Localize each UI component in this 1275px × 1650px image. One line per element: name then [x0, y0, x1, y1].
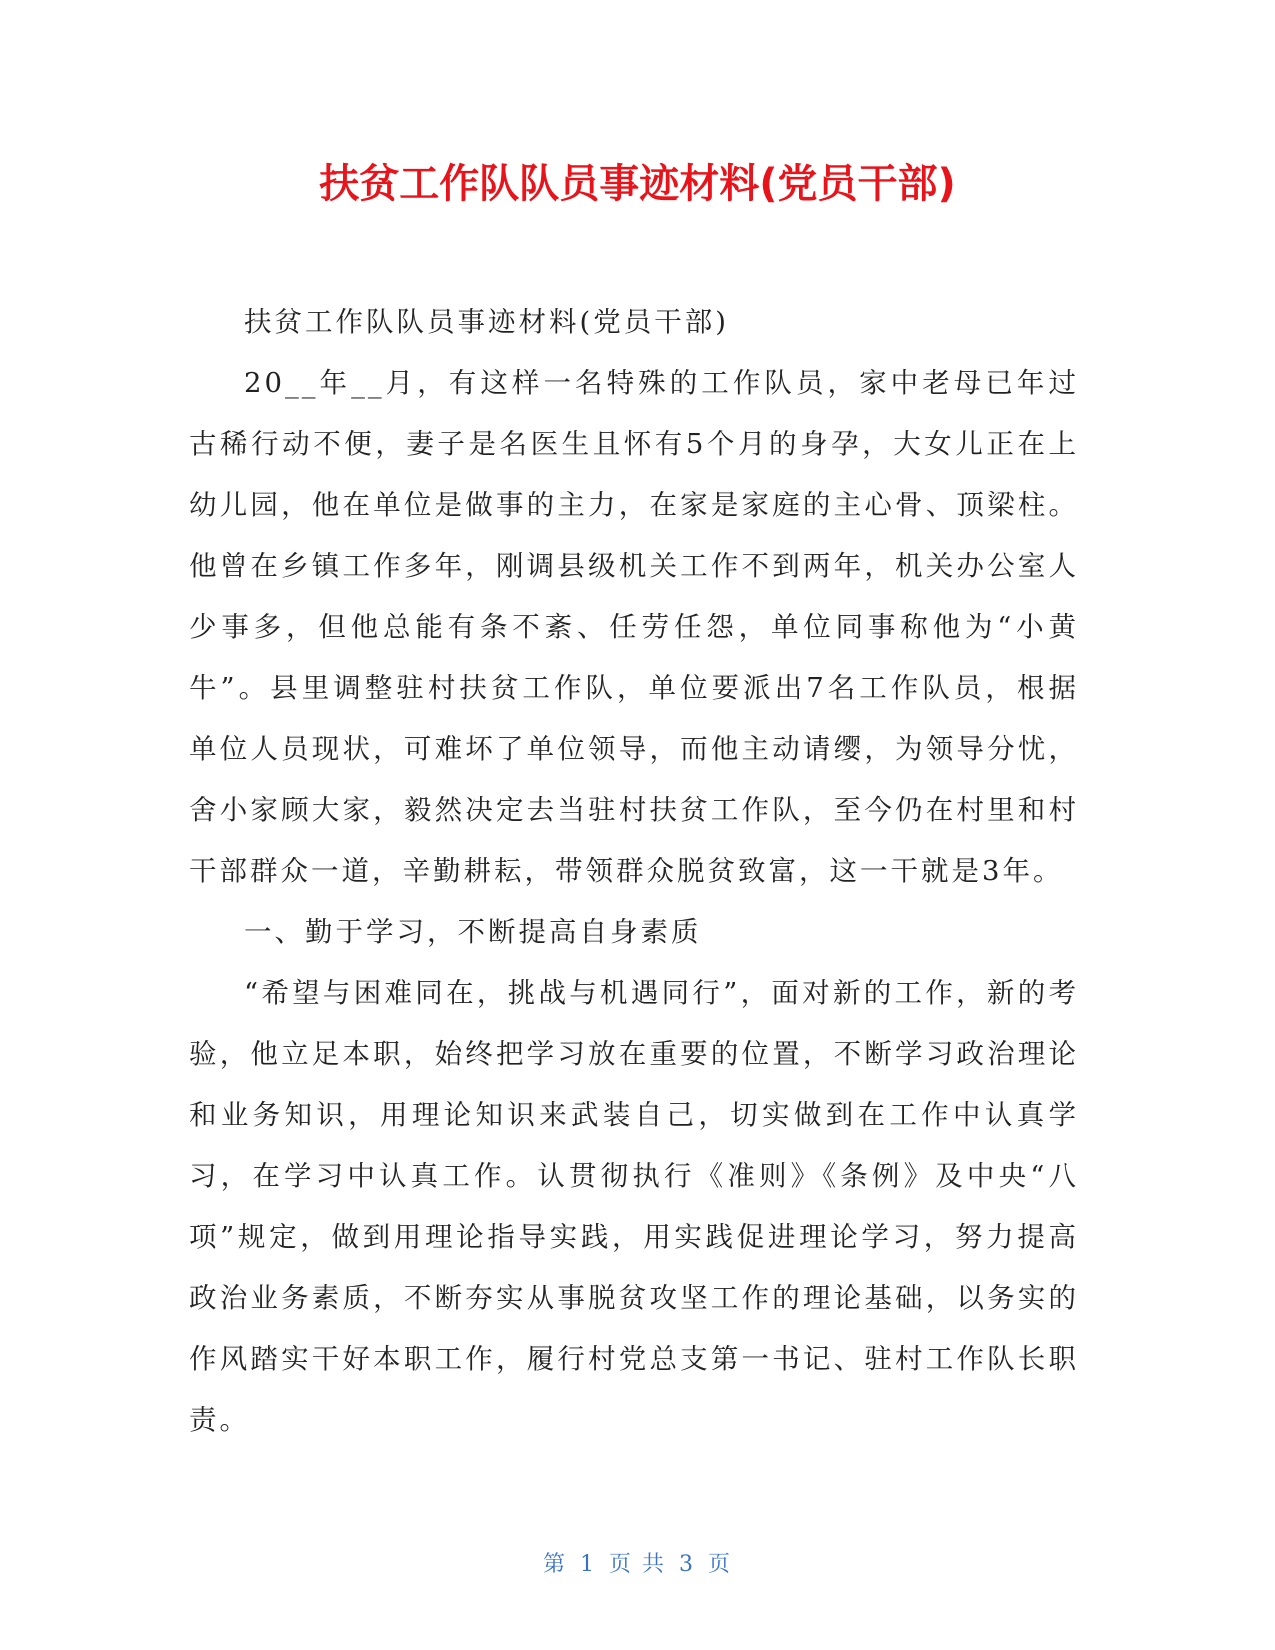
document-body — [189, 292, 1079, 1451]
paragraph-intro: 20__年__月，有这样一名特殊的工作队员，家中老母已年过古稀行动不便，妻子是名医生且怀有5个月的身孕，大女儿正在上幼儿园，他在单位是做事的主力，在家是家庭的主心骨、顶梁柱。他曾在乡镇工作多年，刚调县级机关工作不到两年，机关办公室人少事多，但他总能有条不紊、任劳任怨，单位同事称他为“小黄牛”。县里调整驻村扶贫工作队，单位要派出7名工作队员，根据单位人员现状，可难坏了单位领导，而他主动请缨，为领导分忧，舍小家顾大家，毅然决定去当驻村扶贫工作队，至今仍在村里和村干部群众一道，辛勤耕耘，带领群众脱贫致富，这一干就是3年。 — [189, 367, 1079, 887]
document-title: 扶贫工作队队员事迹材料(党员干部) — [319, 161, 956, 207]
page-footer — [0, 1550, 1275, 1580]
paragraph-subtitle: 扶贫工作队队员事迹材料(党员干部) — [244, 306, 729, 338]
footer-middle: 页 共 — [609, 1552, 666, 1577]
paragraph-section-one: “希望与困难同在，挑战与机遇同行”，面对新的工作，新的考验，他立足本职，始终把学习放在重要的位置，不断学习政治理论和业务知识，用理论知识来武装自己，切实做到在工作中认真学习，在学习中认真工作。认贯彻执行《准则》《条例》及中央“八项”规定，做到用理论指导实践，用实践促进理论学习，努力提高政治业务素质，不断夯实从事脱贫攻坚工作的理论基础，以务实的作风踏实干好本职工作，履行村党总支第一书记、驻村工作队长职责。 — [189, 977, 1079, 1436]
section-heading: 一、勤于学习，不断提高自身素质 — [244, 916, 702, 948]
footer-prefix: 第 — [542, 1552, 567, 1577]
footer-page-number: 1 — [580, 1552, 596, 1577]
footer-suffix: 页 — [708, 1552, 733, 1577]
footer-total-pages: 3 — [679, 1552, 695, 1577]
